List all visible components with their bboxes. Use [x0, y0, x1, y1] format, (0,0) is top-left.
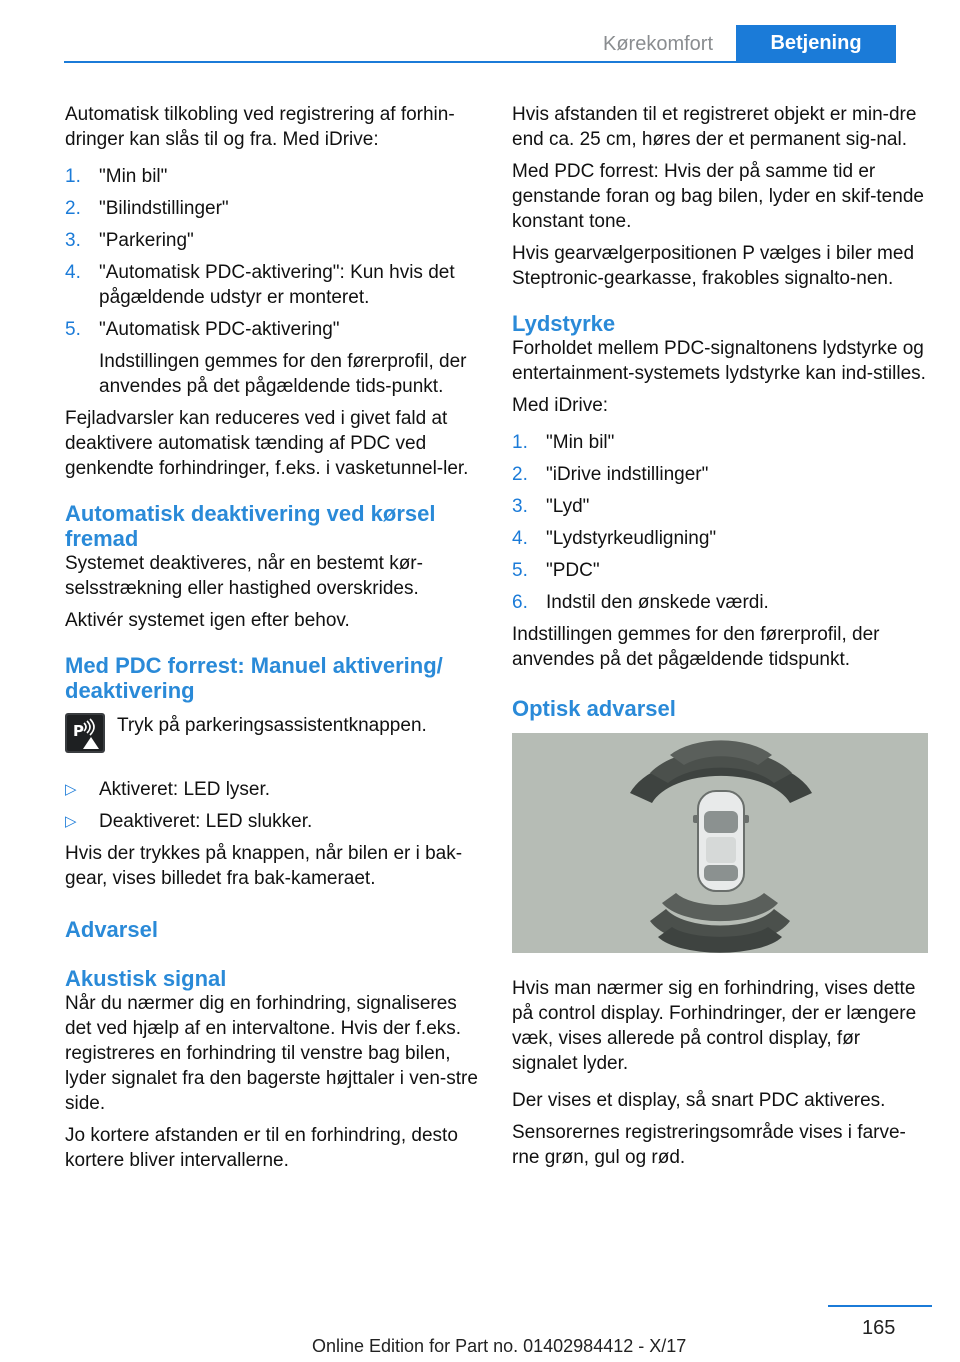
parking-assistant-icon — [65, 713, 105, 753]
header-rule — [64, 61, 896, 63]
triangle-bullet-icon: ▷ — [65, 813, 77, 830]
step-text: Indstil den ønskede værdi. — [546, 592, 769, 613]
list-item — [65, 228, 480, 253]
naermer-paragraph: Hvis man nærmer sig en forhindring, vises dette på control display. Forhindringer, der er længere væk, vises allerede på control display, før signalet lyder. — [512, 978, 917, 1074]
step-subtext: Indstillingen gemmes for den førerprofil, der anvendes på det pågældende tids-punkt. — [99, 351, 467, 397]
step-number: 1. — [512, 432, 528, 453]
tab-betjening[interactable]: Betjening — [736, 25, 896, 61]
step-number: 6. — [512, 592, 528, 613]
right-column — [512, 102, 928, 1177]
step-text: "Automatisk PDC-aktivering": Kun hvis det pågældende udstyr er monteret. — [99, 262, 455, 308]
step-text: "Automatisk PDC-aktivering" — [99, 319, 340, 340]
led-status-list — [65, 777, 480, 834]
list-item — [512, 494, 928, 519]
list-item — [65, 260, 480, 310]
step-number: 4. — [512, 528, 528, 549]
step-text: "iDrive indstillinger" — [546, 464, 709, 485]
step-text: "PDC" — [546, 560, 600, 581]
list-item — [512, 526, 928, 551]
page-header — [0, 0, 960, 62]
step-number: 3. — [512, 496, 528, 517]
heading-automatisk-deaktivering: Automatisk deaktivering ved kørsel fremad — [65, 501, 436, 551]
bakgear-paragraph: Hvis der trykkes på knappen, når bilen er i bak-gear, vises billedet fra bak-kameraet. — [65, 843, 463, 889]
idrive-steps-list — [65, 164, 480, 399]
sensor-paragraph: Sensorernes registreringsområde vises i farve-rne grøn, gul og rød. — [512, 1122, 906, 1168]
edition-footer: Online Edition for Part no. 01402984412 - X/17 — [312, 1336, 687, 1356]
step-text: "Min bil" — [546, 432, 615, 453]
step-number: 2. — [65, 198, 81, 219]
intro-paragraph: Automatisk tilkobling ved registrering af forhin-dringer kan slås til og fra. Med iDrive: — [65, 104, 455, 150]
step-text: "Parkering" — [99, 230, 194, 251]
footer-rule — [828, 1305, 932, 1307]
step-text: "Bilindstillinger" — [99, 198, 229, 219]
list-item — [65, 809, 480, 834]
heading-advarsel: Advarsel — [65, 917, 158, 942]
display-paragraph: Der vises et display, så snart PDC aktiveres. — [512, 1090, 886, 1111]
naar-du-paragraph: Når du nærmer dig en forhindring, signaliseres det ved hjælp af en intervaltone. Hvis der f.eks. registreres en forhindring til venstre bag bilen, lyder signalet fra den bagerste højttaler i ven-stre side. — [65, 993, 478, 1114]
lydstyrke-steps-list — [512, 430, 928, 615]
step-number: 1. — [65, 166, 81, 187]
step-number: 4. — [65, 262, 81, 283]
afstand-paragraph: Hvis afstanden til et registreret objekt er min-dre end ca. 25 cm, høres der et permanent sig-nal. — [512, 104, 917, 150]
heading-optisk-advarsel: Optisk advarsel — [512, 696, 676, 721]
fejladvarsler-paragraph: Fejladvarsler kan reduceres ved i givet fald at deaktivere automatisk tænding af PDC ved genkendte forhindringer, f.eks. i vasketunnel-ler. — [65, 408, 469, 479]
heading-manuel-aktivering: Med PDC forrest: Manuel aktivering/ deaktivering — [65, 653, 443, 703]
pdc-button-row — [65, 713, 480, 759]
list-item — [512, 590, 928, 615]
step-text: "Lydstyrkeudligning" — [546, 528, 717, 549]
list-item — [65, 317, 480, 399]
left-column — [65, 102, 480, 1180]
step-number: 2. — [512, 464, 528, 485]
bullet-text: Deaktiveret: LED slukker. — [99, 811, 313, 832]
systemet-paragraph: Systemet deaktiveres, når en bestemt kør-selsstrækning eller hastighed overskrides. — [65, 553, 423, 599]
svg-text:P: P — [73, 722, 84, 740]
heading-lydstyrke: Lydstyrke — [512, 311, 616, 336]
jo-kortere-paragraph: Jo kortere afstanden er til en forhindring, desto kortere bliver intervallerne. — [65, 1125, 458, 1171]
list-item — [65, 196, 480, 221]
step-text: "Min bil" — [99, 166, 168, 187]
list-item — [512, 558, 928, 583]
triangle-bullet-icon: ▷ — [65, 781, 77, 798]
pdc-button-instruction: Tryk på parkeringsassistentknappen. — [117, 715, 427, 736]
step-number: 5. — [512, 560, 528, 581]
tab-korekomfort[interactable]: Kørekomfort — [602, 33, 714, 55]
gearvaelger-paragraph: Hvis gearvælgerpositionen P vælges i biler med Steptronic-gearkasse, frakobles signalto-nen. — [512, 243, 915, 289]
step-number: 5. — [65, 319, 81, 340]
pdc-forrest-paragraph: Med PDC forrest: Hvis der på samme tid er genstande foran og bag bilen, lyder en skif-tende konstant tone. — [512, 161, 924, 232]
step-number: 3. — [65, 230, 81, 251]
step-text: "Lyd" — [546, 496, 590, 517]
list-item — [65, 164, 480, 189]
page-number: 165 — [862, 1317, 896, 1339]
forholdet-paragraph: Forholdet mellem PDC-signaltonens lydstyrke og entertainment-systemets lydstyrke kan ind-stilles. — [512, 338, 926, 384]
list-item — [65, 777, 480, 802]
list-item — [512, 462, 928, 487]
aktiver-paragraph: Aktivér systemet igen efter behov. — [65, 610, 350, 631]
pdc-display-illustration — [512, 733, 928, 953]
bullet-text: Aktiveret: LED lyser. — [99, 779, 271, 800]
list-item — [512, 430, 928, 455]
heading-akustisk-signal: Akustisk signal — [65, 966, 227, 991]
med-idrive-paragraph: Med iDrive: — [512, 395, 609, 416]
indstillingen-paragraph: Indstillingen gemmes for den førerprofil, der anvendes på det pågældende tidspunkt. — [512, 624, 880, 670]
